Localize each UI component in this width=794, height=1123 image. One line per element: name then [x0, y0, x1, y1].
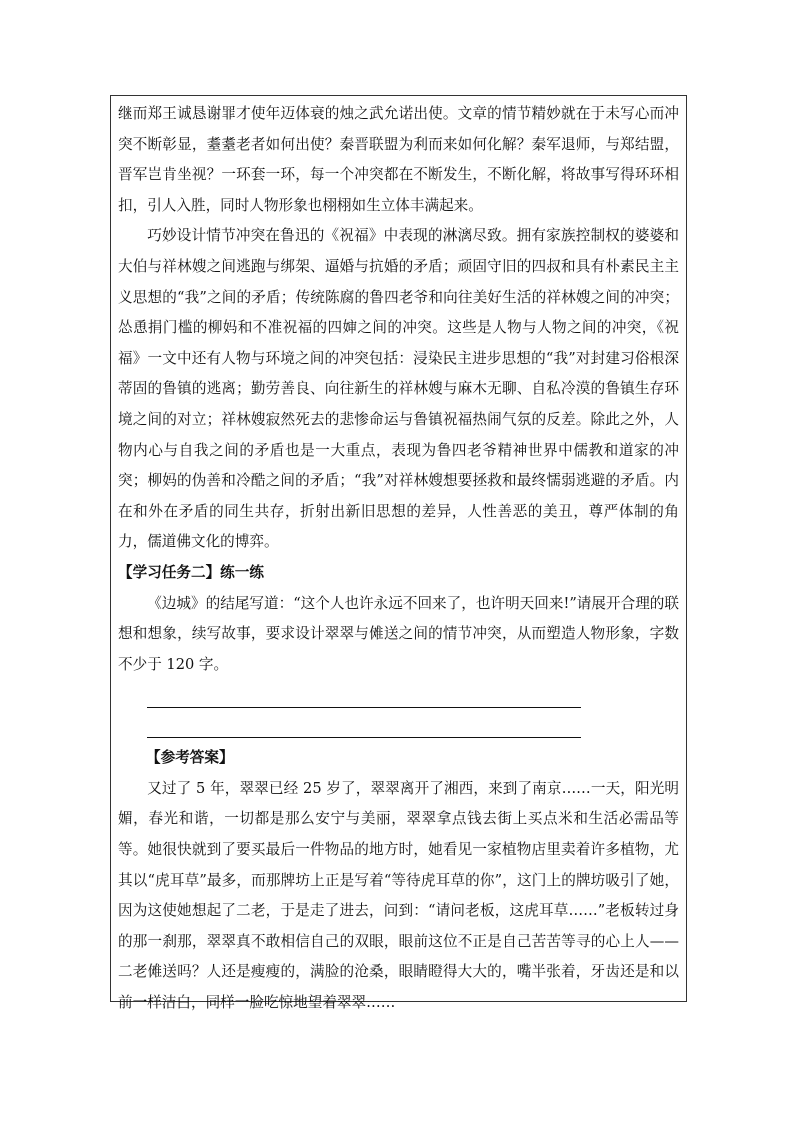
reference-answer-heading: 【参考答案】	[146, 749, 234, 767]
answer-line-1	[147, 707, 581, 708]
content-table-cell	[110, 95, 687, 1012]
reference-answer-text: 又过了 5 年，翠翠已经 25 岁了，翠翠离开了湘西，来到了南京……一天，阳光明媚，春光和谐，一切都是那么安宁与美丽，翠翠拿点钱去街上买点米和生活必需品等等。她很快就到了要买最后一件物品的地方时，她看见一家植物店里卖着许多植物，尤其以“虎耳草”最多，而那牌坊上正是写着“等待虎耳草的你”，这门上的牌坊吸引了她，因为这使她想起了二老，于是走了进去，问到：“请问老板，这虎耳草……”老板转过身的那一刹那，翠翠真不敢相信自己的双眼，眼前这位不正是自己苦苦等寻的心上人——二老傩送吗？人还是瘦瘦的，满脸的沧桑，眼睛瞪得大大的，嘴半张着，牙齿还是和以前一样洁白，同样一脸吃惊地望着翠翠……	[118, 779, 679, 1012]
content-body	[118, 99, 679, 1019]
answer-line-2	[147, 737, 581, 738]
paragraph-zhuzhiwu: 继而郑王诚恳谢罪才使年迈体衰的烛之武允诺出使。文章的情节精妙就在于未写心而冲突不断彰显，耋耋老者如何出使？秦晋联盟为利而来如何化解？秦军退师，与郑结盟，晋军岂肯坐视？一环套一环，每一个冲突都在不断发生，不断化解，将故事写得环环相扣，引人入胜，同时人物形象也栩栩如生立体丰满起来。	[118, 105, 679, 214]
task2-prompt: 《边城》的结尾写道：“这个人也许永远不回来了，也许明天回来!”请展开合理的联想和想象，续写故事，要求设计翠翠与傩送之间的情节冲突，从而塑造人物形象，字数不少于 120 字。	[118, 594, 679, 673]
paragraph-zhufu: 巧妙设计情节冲突在鲁迅的《祝福》中表现的淋漓尽致。拥有家族控制权的婆婆和大伯与祥林嫂之间逃跑与绑架、逼婚与抗婚的矛盾；顽固守旧的四叔和具有朴素民主主义思想的“我”之间的矛盾；传统陈腐的鲁四老爷和向往美好生活的祥林嫂之间的冲突；怂恿捐门槛的柳妈和不准祝福的四婶之间的冲突。这些是人物与人物之间的冲突，《祝福》一文中还有人物与环境之间的冲突包括：浸染民主进步思想的“我”对封建习俗根深蒂固的鲁镇的逃离；勤劳善良、向往新生的祥林嫂与麻木无聊、自私冷漠的鲁镇生存环境之间的对立；祥林嫂寂然死去的悲惨命运与鲁镇祝福热闹气氛的反差。除此之外，人物内心与自我之间的矛盾也是一大重点，表现为鲁四老爷精神世界中儒教和道家的冲突；柳妈的伪善和冷酷之间的矛盾；“我”对祥林嫂想要拯救和最终懦弱逃避的矛盾。内在和外在矛盾的同生共存，折射出新旧思想的差异，人性善恶的美丑，尊严体制的角力，儒道佛文化的博弈。	[118, 227, 679, 551]
task2-heading: 【学习任务二】练一练	[118, 563, 264, 581]
